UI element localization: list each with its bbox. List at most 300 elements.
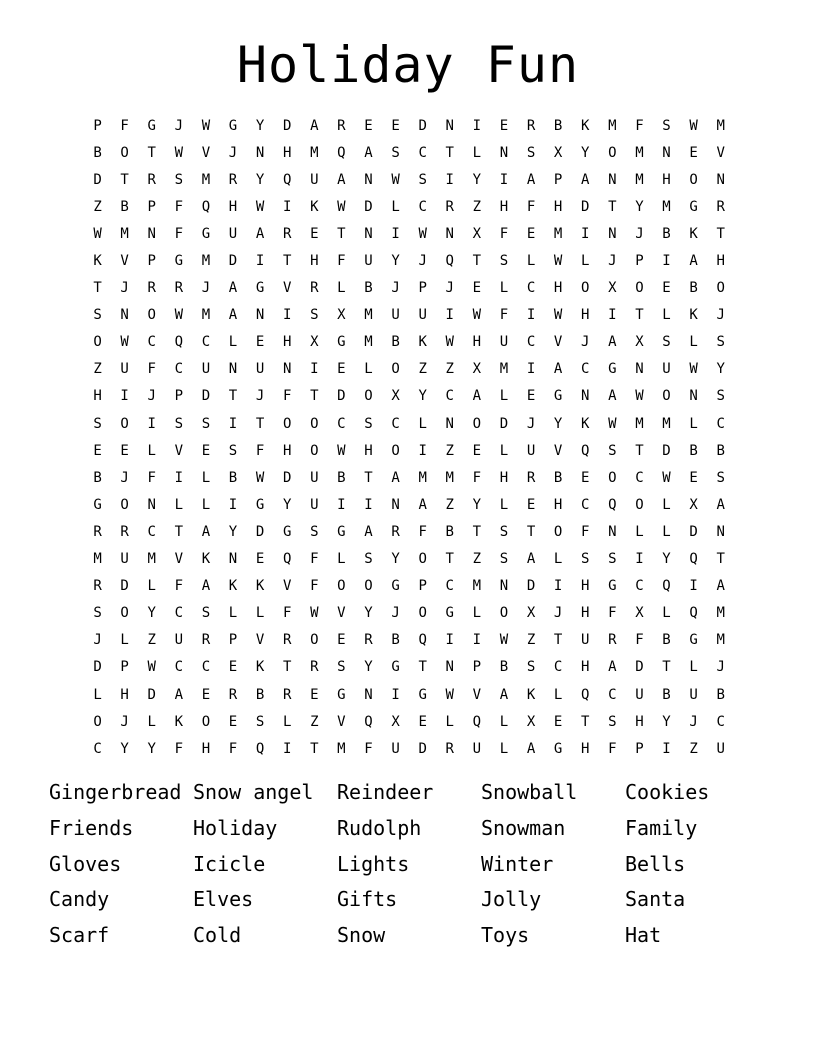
grid-letter[interactable]: G [282, 523, 292, 540]
grid-letter[interactable]: E [472, 442, 482, 459]
grid-letter[interactable]: I [391, 225, 400, 242]
grid-letter[interactable]: O [662, 388, 671, 405]
grid-letter[interactable]: J [689, 713, 698, 730]
grid-letter[interactable]: N [391, 496, 400, 513]
grid-letter[interactable]: I [472, 632, 482, 649]
grid-letter[interactable]: Z [310, 713, 319, 730]
grid-letter[interactable]: Q [364, 713, 373, 730]
grid-letter[interactable]: F [310, 551, 319, 568]
grid-letter[interactable]: E [526, 496, 536, 513]
grid-letter[interactable]: K [228, 578, 238, 595]
grid-letter[interactable]: N [255, 307, 265, 324]
grid-letter[interactable]: D [337, 388, 346, 405]
grid-letter[interactable]: A [201, 523, 211, 540]
grid-letter[interactable]: P [635, 253, 644, 270]
grid-letter[interactable]: V [337, 713, 346, 730]
grid-letter[interactable]: X [553, 144, 563, 161]
grid-letter[interactable]: R [310, 659, 319, 676]
grid-letter[interactable]: N [499, 144, 509, 161]
grid-letter[interactable]: O [147, 307, 156, 324]
grid-letter[interactable]: I [147, 415, 156, 432]
grid-letter[interactable]: R [93, 523, 102, 540]
grid-letter[interactable]: B [391, 632, 400, 649]
grid-letter[interactable]: S [526, 659, 536, 676]
grid-letter[interactable]: M [716, 117, 725, 134]
grid-letter[interactable]: E [526, 388, 536, 405]
grid-letter[interactable]: S [228, 442, 238, 459]
grid-letter[interactable]: L [553, 686, 563, 703]
grid-letter[interactable]: X [391, 713, 400, 730]
grid-letter[interactable]: N [364, 686, 373, 703]
grid-letter[interactable]: N [255, 144, 265, 161]
grid-letter[interactable]: E [228, 659, 238, 676]
grid-letter[interactable]: D [201, 388, 211, 405]
grid-letter[interactable]: F [174, 740, 184, 757]
grid-letter[interactable]: A [391, 469, 400, 486]
grid-letter[interactable]: C [174, 361, 184, 378]
grid-letter[interactable]: D [147, 686, 156, 703]
grid-letter[interactable]: I [174, 469, 184, 486]
grid-letter[interactable]: S [662, 117, 671, 134]
grid-letter[interactable]: O [201, 713, 211, 730]
grid-letter[interactable]: U [689, 686, 698, 703]
grid-letter[interactable]: J [391, 605, 400, 622]
grid-letter[interactable]: H [201, 740, 211, 757]
grid-letter[interactable]: S [310, 307, 319, 324]
grid-letter[interactable]: R [174, 280, 184, 297]
grid-letter[interactable]: C [201, 659, 211, 676]
grid-letter[interactable]: B [228, 469, 238, 486]
grid-letter[interactable]: J [391, 280, 400, 297]
grid-letter[interactable]: H [472, 334, 482, 351]
grid-letter[interactable]: B [255, 686, 265, 703]
grid-letter[interactable]: G [553, 740, 563, 757]
grid-letter[interactable]: I [581, 225, 590, 242]
grid-letter[interactable]: T [120, 171, 129, 188]
grid-letter[interactable]: U [120, 551, 129, 568]
grid-letter[interactable]: N [689, 388, 698, 405]
grid-letter[interactable]: F [147, 469, 156, 486]
grid-letter[interactable]: D [418, 117, 427, 134]
grid-letter[interactable]: I [526, 361, 536, 378]
grid-letter[interactable]: E [418, 713, 427, 730]
grid-letter[interactable]: G [201, 225, 211, 242]
grid-letter[interactable]: N [662, 144, 671, 161]
grid-letter[interactable]: A [608, 388, 617, 405]
grid-letter[interactable]: B [662, 686, 671, 703]
grid-letter[interactable]: W [662, 469, 671, 486]
grid-letter[interactable]: Y [472, 496, 482, 513]
grid-letter[interactable]: P [635, 740, 644, 757]
grid-letter[interactable]: O [689, 171, 698, 188]
grid-letter[interactable]: M [120, 225, 129, 242]
grid-letter[interactable]: F [174, 225, 184, 242]
grid-letter[interactable]: L [689, 334, 698, 351]
grid-letter[interactable]: F [418, 523, 427, 540]
grid-letter[interactable]: N [608, 171, 617, 188]
grid-letter[interactable]: M [635, 415, 644, 432]
grid-letter[interactable]: R [282, 686, 292, 703]
grid-letter[interactable]: B [553, 117, 563, 134]
grid-letter[interactable]: W [418, 225, 427, 242]
grid-letter[interactable]: L [526, 253, 536, 270]
grid-letter[interactable]: H [553, 496, 563, 513]
grid-letter[interactable]: C [581, 496, 590, 513]
grid-letter[interactable]: B [662, 225, 671, 242]
grid-letter[interactable]: W [689, 117, 698, 134]
grid-letter[interactable]: L [255, 605, 265, 622]
grid-letter[interactable]: M [553, 225, 563, 242]
grid-letter[interactable]: B [662, 632, 671, 649]
grid-letter[interactable]: R [201, 632, 211, 649]
grid-letter[interactable]: S [201, 605, 211, 622]
grid-letter[interactable]: X [635, 605, 644, 622]
grid-letter[interactable]: V [120, 253, 129, 270]
grid-letter[interactable]: U [391, 307, 400, 324]
grid-letter[interactable]: O [391, 442, 400, 459]
grid-letter[interactable]: O [553, 523, 563, 540]
grid-letter[interactable]: U [255, 361, 265, 378]
grid-letter[interactable]: E [472, 280, 482, 297]
grid-letter[interactable]: T [255, 415, 265, 432]
grid-letter[interactable]: B [120, 198, 129, 215]
grid-letter[interactable]: N [445, 659, 454, 676]
grid-letter[interactable]: K [689, 307, 698, 324]
grid-letter[interactable]: L [201, 469, 211, 486]
grid-letter[interactable]: I [445, 171, 454, 188]
grid-letter[interactable]: I [337, 496, 346, 513]
grid-letter[interactable]: Z [472, 198, 482, 215]
grid-letter[interactable]: P [120, 659, 129, 676]
grid-letter[interactable]: O [337, 578, 346, 595]
grid-letter[interactable]: M [364, 307, 373, 324]
grid-letter[interactable]: A [255, 225, 265, 242]
grid-letter[interactable]: S [581, 551, 590, 568]
grid-letter[interactable]: Y [228, 523, 238, 540]
grid-letter[interactable]: J [581, 334, 590, 351]
grid-letter[interactable]: S [391, 144, 400, 161]
grid-letter[interactable]: J [635, 225, 644, 242]
grid-letter[interactable]: I [662, 740, 671, 757]
grid-letter[interactable]: W [499, 632, 509, 649]
grid-letter[interactable]: G [337, 334, 346, 351]
grid-letter[interactable]: L [391, 198, 400, 215]
grid-letter[interactable]: L [282, 713, 292, 730]
grid-letter[interactable]: A [553, 361, 563, 378]
grid-letter[interactable]: H [581, 307, 590, 324]
grid-letter[interactable]: R [716, 198, 725, 215]
grid-letter[interactable]: N [147, 225, 156, 242]
grid-letter[interactable]: I [608, 307, 617, 324]
grid-letter[interactable]: Y [581, 144, 590, 161]
grid-letter[interactable]: L [662, 523, 671, 540]
grid-letter[interactable]: T [282, 659, 292, 676]
grid-letter[interactable]: N [228, 361, 238, 378]
grid-letter[interactable]: U [662, 361, 671, 378]
grid-letter[interactable]: U [526, 442, 536, 459]
grid-letter[interactable]: L [472, 605, 482, 622]
grid-letter[interactable]: C [526, 334, 536, 351]
grid-letter[interactable]: B [391, 334, 400, 351]
grid-letter[interactable]: C [201, 334, 211, 351]
grid-letter[interactable]: V [472, 686, 482, 703]
grid-letter[interactable]: C [418, 198, 427, 215]
grid-letter[interactable]: I [445, 307, 454, 324]
grid-letter[interactable]: Z [445, 442, 454, 459]
grid-letter[interactable]: D [255, 523, 265, 540]
grid-letter[interactable]: N [608, 523, 617, 540]
grid-letter[interactable]: I [445, 632, 454, 649]
grid-letter[interactable]: Y [364, 605, 373, 622]
grid-letter[interactable]: C [581, 361, 590, 378]
grid-letter[interactable]: B [689, 442, 698, 459]
grid-letter[interactable]: O [418, 551, 427, 568]
grid-letter[interactable]: T [364, 469, 373, 486]
grid-letter[interactable]: D [662, 442, 671, 459]
grid-letter[interactable]: T [310, 388, 319, 405]
grid-letter[interactable]: X [391, 388, 400, 405]
grid-letter[interactable]: D [526, 578, 536, 595]
grid-letter[interactable]: F [635, 117, 644, 134]
grid-letter[interactable]: M [499, 361, 509, 378]
grid-letter[interactable]: U [391, 740, 400, 757]
grid-letter[interactable]: O [93, 334, 102, 351]
grid-letter[interactable]: Q [608, 496, 617, 513]
grid-letter[interactable]: Q [662, 578, 671, 595]
grid-letter[interactable]: A [228, 280, 238, 297]
grid-letter[interactable]: S [93, 307, 102, 324]
grid-letter[interactable]: L [228, 605, 238, 622]
grid-letter[interactable]: Y [255, 171, 265, 188]
grid-letter[interactable]: N [228, 551, 238, 568]
grid-letter[interactable]: W [445, 334, 454, 351]
grid-letter[interactable]: Z [689, 740, 698, 757]
grid-letter[interactable]: G [93, 496, 102, 513]
grid-letter[interactable]: T [662, 659, 671, 676]
grid-letter[interactable]: L [499, 713, 509, 730]
grid-letter[interactable]: O [391, 361, 400, 378]
grid-letter[interactable]: S [716, 469, 725, 486]
grid-letter[interactable]: Z [93, 198, 102, 215]
grid-letter[interactable]: Q [282, 171, 292, 188]
grid-letter[interactable]: I [689, 578, 698, 595]
grid-letter[interactable]: C [553, 659, 563, 676]
grid-letter[interactable]: J [608, 253, 617, 270]
grid-letter[interactable]: L [228, 334, 238, 351]
grid-letter[interactable]: K [689, 225, 698, 242]
grid-letter[interactable]: T [608, 198, 617, 215]
grid-letter[interactable]: B [93, 469, 102, 486]
grid-letter[interactable]: V [337, 605, 346, 622]
grid-letter[interactable]: E [553, 713, 563, 730]
grid-letter[interactable]: A [310, 117, 319, 134]
grid-letter[interactable]: H [310, 253, 319, 270]
grid-letter[interactable]: F [147, 361, 156, 378]
grid-letter[interactable]: T [174, 523, 184, 540]
grid-letter[interactable]: Y [418, 388, 427, 405]
grid-letter[interactable]: Q [174, 334, 184, 351]
grid-letter[interactable]: J [147, 388, 156, 405]
grid-letter[interactable]: I [228, 415, 238, 432]
grid-letter[interactable]: S [499, 523, 509, 540]
grid-letter[interactable]: U [581, 632, 590, 649]
grid-letter[interactable]: R [526, 117, 536, 134]
grid-letter[interactable]: L [499, 442, 509, 459]
grid-letter[interactable]: T [716, 225, 725, 242]
grid-letter[interactable]: L [120, 632, 129, 649]
grid-letter[interactable]: Z [445, 361, 454, 378]
grid-letter[interactable]: O [364, 388, 373, 405]
grid-letter[interactable]: T [282, 253, 292, 270]
grid-letter[interactable]: A [364, 523, 373, 540]
grid-letter[interactable]: O [310, 632, 319, 649]
grid-letter[interactable]: N [120, 307, 129, 324]
grid-letter[interactable]: N [364, 171, 373, 188]
grid-letter[interactable]: O [120, 605, 129, 622]
grid-letter[interactable]: L [635, 523, 644, 540]
grid-letter[interactable]: M [201, 253, 211, 270]
grid-letter[interactable]: L [201, 496, 211, 513]
grid-letter[interactable]: F [174, 578, 184, 595]
grid-letter[interactable]: Y [716, 361, 725, 378]
grid-letter[interactable]: Q [689, 605, 698, 622]
grid-letter[interactable]: K [310, 198, 319, 215]
grid-letter[interactable]: U [228, 225, 238, 242]
grid-letter[interactable]: Y [391, 551, 400, 568]
grid-letter[interactable]: U [174, 632, 184, 649]
grid-letter[interactable]: O [310, 415, 319, 432]
grid-letter[interactable]: Y [635, 198, 644, 215]
grid-letter[interactable]: A [174, 686, 184, 703]
grid-letter[interactable]: T [635, 307, 644, 324]
grid-letter[interactable]: I [662, 253, 671, 270]
grid-letter[interactable]: C [635, 578, 644, 595]
grid-letter[interactable]: X [526, 605, 536, 622]
grid-letter[interactable]: W [201, 117, 211, 134]
grid-letter[interactable]: D [364, 198, 373, 215]
grid-letter[interactable]: E [201, 686, 211, 703]
grid-letter[interactable]: B [553, 469, 563, 486]
grid-letter[interactable]: F [635, 632, 644, 649]
grid-letter[interactable]: S [364, 551, 373, 568]
grid-letter[interactable]: L [662, 605, 671, 622]
grid-letter[interactable]: S [418, 171, 427, 188]
grid-letter[interactable]: K [255, 578, 265, 595]
grid-letter[interactable]: J [418, 253, 427, 270]
grid-letter[interactable]: N [608, 225, 617, 242]
grid-letter[interactable]: H [499, 198, 509, 215]
grid-letter[interactable]: W [689, 361, 698, 378]
grid-letter[interactable]: O [472, 415, 482, 432]
grid-letter[interactable]: N [282, 361, 292, 378]
grid-letter[interactable]: A [716, 578, 725, 595]
grid-letter[interactable]: S [716, 388, 725, 405]
grid-letter[interactable]: J [120, 280, 129, 297]
grid-letter[interactable]: A [608, 334, 617, 351]
grid-letter[interactable]: A [499, 686, 509, 703]
grid-letter[interactable]: S [526, 144, 536, 161]
grid-letter[interactable]: C [391, 415, 400, 432]
grid-letter[interactable]: W [310, 605, 319, 622]
grid-letter[interactable]: E [499, 117, 509, 134]
grid-letter[interactable]: G [689, 632, 698, 649]
grid-letter[interactable]: Q [581, 442, 590, 459]
grid-letter[interactable]: U [418, 307, 427, 324]
grid-letter[interactable]: P [147, 253, 156, 270]
grid-letter[interactable]: P [553, 171, 563, 188]
grid-letter[interactable]: Q [581, 686, 590, 703]
grid-letter[interactable]: M [364, 334, 373, 351]
grid-letter[interactable]: R [337, 117, 346, 134]
grid-letter[interactable]: J [716, 307, 725, 324]
grid-letter[interactable]: T [418, 659, 427, 676]
grid-letter[interactable]: F [228, 740, 238, 757]
grid-letter[interactable]: L [553, 551, 563, 568]
grid-letter[interactable]: B [364, 280, 373, 297]
grid-letter[interactable]: G [553, 388, 563, 405]
grid-letter[interactable]: E [526, 225, 536, 242]
grid-letter[interactable]: Z [93, 361, 102, 378]
grid-letter[interactable]: W [174, 307, 184, 324]
grid-letter[interactable]: M [445, 469, 454, 486]
grid-letter[interactable]: I [120, 388, 129, 405]
grid-letter[interactable]: M [418, 469, 427, 486]
grid-letter[interactable]: W [635, 388, 644, 405]
grid-letter[interactable]: E [93, 442, 102, 459]
grid-letter[interactable]: E [228, 713, 238, 730]
grid-letter[interactable]: R [93, 578, 102, 595]
grid-letter[interactable]: W [608, 415, 617, 432]
grid-letter[interactable]: S [662, 334, 671, 351]
grid-letter[interactable]: H [282, 144, 292, 161]
grid-letter[interactable]: X [472, 225, 482, 242]
grid-letter[interactable]: H [581, 740, 590, 757]
grid-letter[interactable]: N [364, 225, 373, 242]
grid-letter[interactable]: P [147, 198, 156, 215]
grid-letter[interactable]: L [499, 740, 509, 757]
grid-letter[interactable]: M [662, 198, 671, 215]
grid-letter[interactable]: H [581, 605, 590, 622]
grid-letter[interactable]: R [120, 523, 129, 540]
grid-letter[interactable]: O [635, 280, 644, 297]
grid-letter[interactable]: G [147, 117, 156, 134]
grid-letter[interactable]: J [716, 659, 725, 676]
grid-letter[interactable]: D [282, 117, 292, 134]
grid-letter[interactable]: F [310, 578, 319, 595]
grid-letter[interactable]: S [310, 523, 319, 540]
grid-letter[interactable]: K [255, 659, 265, 676]
grid-letter[interactable]: H [228, 198, 238, 215]
grid-letter[interactable]: D [581, 198, 590, 215]
grid-letter[interactable]: D [93, 659, 102, 676]
grid-letter[interactable]: N [499, 578, 509, 595]
grid-letter[interactable]: X [689, 496, 698, 513]
grid-letter[interactable]: R [147, 171, 156, 188]
grid-letter[interactable]: V [255, 632, 265, 649]
grid-letter[interactable]: L [472, 144, 482, 161]
grid-letter[interactable]: C [93, 740, 102, 757]
grid-letter[interactable]: G [228, 117, 238, 134]
grid-letter[interactable]: R [445, 198, 454, 215]
grid-letter[interactable]: O [282, 415, 292, 432]
grid-letter[interactable]: M [201, 171, 211, 188]
grid-letter[interactable]: J [553, 605, 563, 622]
grid-letter[interactable]: T [472, 523, 482, 540]
grid-letter[interactable]: E [201, 442, 211, 459]
grid-letter[interactable]: O [716, 280, 725, 297]
grid-letter[interactable]: L [93, 686, 102, 703]
grid-letter[interactable]: F [282, 605, 292, 622]
